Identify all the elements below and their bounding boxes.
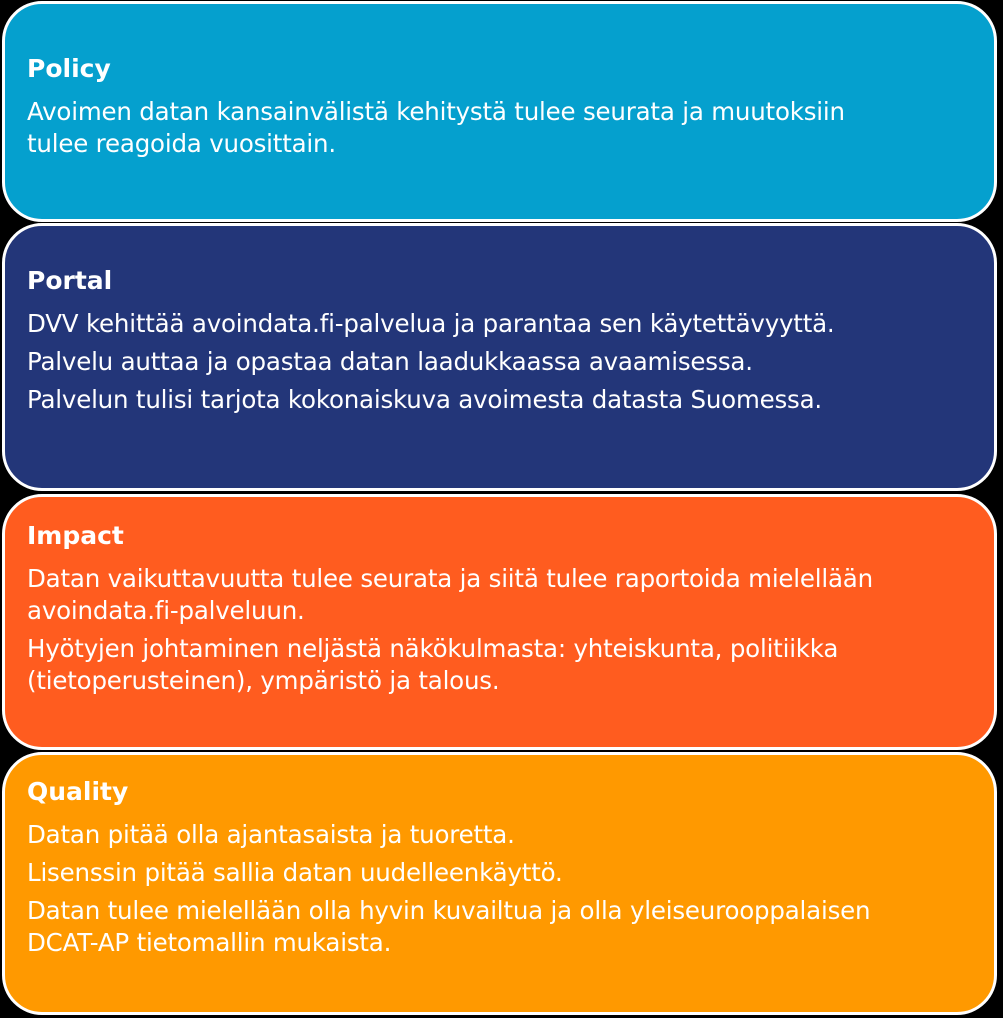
section-text-line: Datan tulee mielellään olla hyvin kuvailtua ja olla yleiseurooppalaisen — [27, 896, 871, 925]
section-impact — [2, 494, 997, 750]
section-title: Policy — [27, 54, 111, 83]
section-text-line: Datan vaikuttavuutta tulee seurata ja siitä tulee raportoida mielellään — [27, 564, 873, 593]
section-text-line: avoindata.fi-palveluun. — [27, 596, 305, 625]
section-portal — [2, 223, 997, 491]
section-title: Impact — [27, 521, 124, 550]
section-title: Quality — [27, 777, 129, 806]
section-quality — [2, 752, 997, 1015]
section-text-line: Palvelun tulisi tarjota kokonaiskuva avoimesta datasta Suomessa. — [27, 385, 823, 414]
section-title: Portal — [27, 266, 113, 295]
section-text-line: Hyötyjen johtaminen neljästä näkökulmasta: yhteiskunta, politiikka — [27, 634, 839, 663]
section-text-line: tulee reagoida vuosittain. — [27, 129, 336, 158]
section-text-line: DCAT-AP tietomallin mukaista. — [27, 928, 392, 957]
section-text-line: Lisenssin pitää sallia datan uudelleenkäyttö. — [27, 858, 563, 887]
section-text-line: (tietoperusteinen), ympäristö ja talous. — [27, 666, 500, 695]
section-policy — [2, 1, 997, 222]
section-text-line: Avoimen datan kansainvälistä kehitystä tulee seurata ja muutoksiin — [27, 97, 845, 126]
section-text-line: Datan pitää olla ajantasaista ja tuoretta. — [27, 820, 515, 849]
section-text-line: Palvelu auttaa ja opastaa datan laadukkaassa avaamisessa. — [27, 347, 753, 376]
section-text-line: DVV kehittää avoindata.fi-palvelua ja parantaa sen käytettävyyttä. — [27, 309, 835, 338]
